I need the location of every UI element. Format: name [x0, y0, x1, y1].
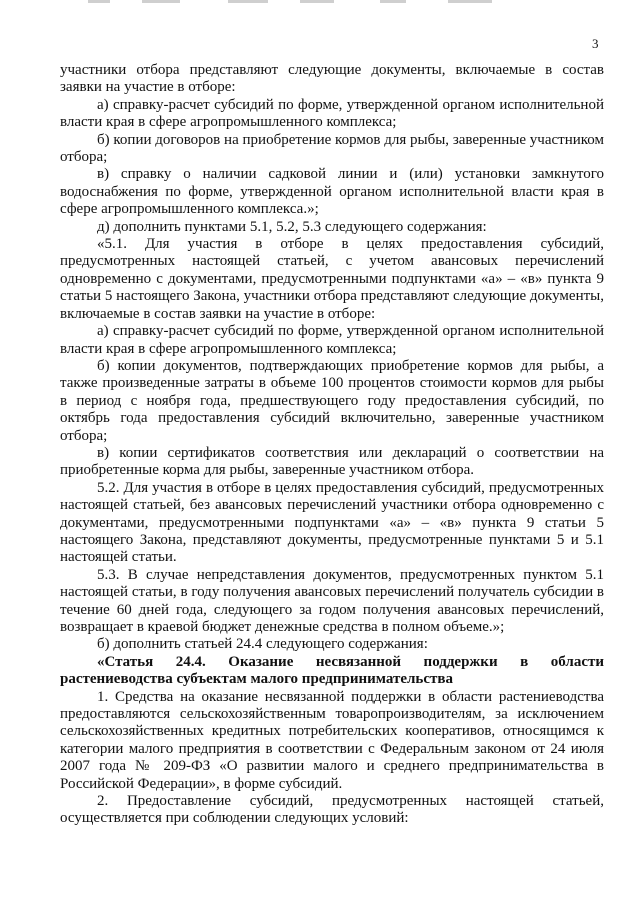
document-body — [60, 62, 604, 828]
paragraph: в) копии сертификатов соответствия или деклараций о соответствии на приобретенные корма для рыбы, заверенные участником отбора. — [60, 444, 604, 479]
paragraph: б) копии документов, подтверждающих приобретение кормов для рыбы, а также произведенные затраты в объеме 100 процентов стоимости кормов для рыбы в период с ноября года, предшествующего году предоставления субсидий, по октябрь года предоставления субсидий включительно, заверенные участником отбора; — [60, 357, 604, 444]
paragraph: д) дополнить пунктами 5.1, 5.2, 5.3 следующего содержания: — [97, 218, 487, 235]
paragraph: 5.3. В случае непредставления документов, предусмотренных пунктом 5.1 настоящей статьи, в году получения авансовых перечислений получатель субсидии в течение 60 дней года, следующего за годом получения авансовых перечислений, возвращает в краевой бюджет денежные средства в полном объеме.»; — [60, 566, 604, 635]
paragraph: а) справку-расчет субсидий по форме, утвержденной органом исполнительной власти края в сфере агропромышленного комплекса; — [60, 323, 604, 357]
paragraph: 2. Предоставление субсидий, предусмотренных настоящей статьей, осуществляется при соблюдении следующих условий: — [60, 793, 604, 827]
paragraph: б) копии договоров на приобретение кормов для рыбы, заверенные участником отбора; — [60, 131, 604, 166]
paragraph: 5.2. Для участия в отборе в целях предоставления субсидий, предусмотренных настоящей статьей, без авансовых перечислений участники отбора одновременно с документами, предусмотренными подпунктами «а» – «в» пункта 9 статьи 5 настоящего Закона, представляют документы, предусмотренные пунктами 5 и 5.1 настоящей статьи. — [60, 479, 604, 566]
paragraph: в) справку о наличии садковой линии и (или) установки замкнутого водоснабжения по форме, утвержденной органом исполнительной власти края в сфере агропромышленного комплекса.»; — [60, 166, 604, 218]
paragraph: 1. Средства на оказание несвязанной поддержки в области растениеводства предоставляются сельскохозяйственным товаропроизводителям, за исключением сельскохозяйственных кредитных потребительских кооперативов, относящимся к категории малого предприятия в соответствии с Федеральным законом от 24 июля 2007 года № 209-ФЗ «О развитии малого и среднего предпринимательства в Российской Федерации», в форме субсидий. — [60, 688, 604, 792]
article-heading: «Статья 24.4. Оказание несвязанной поддержки в области растениеводства субъектам малого предпринимательства — [60, 653, 604, 688]
page-number: 3 — [592, 36, 599, 51]
paragraph: участники отбора представляют следующие документы, включаемые в состав заявки на участие в отборе: — [60, 62, 604, 96]
paragraph: «5.1. Для участия в отборе в целях предоставления субсидий, предусмотренных настоящей статьей, с учетом авансовых перечислений одновременно с документами, предусмотренными подпунктами «а» – «в» пункта 9 статьи 5 настоящего Закона, участники отбора представляют следующие документы, включаемые в состав заявки на участие в отборе: — [60, 236, 604, 322]
scan-artifact — [0, 0, 635, 6]
paragraph: а) справку-расчет субсидий по форме, утвержденной органом исполнительной власти края в сфере агропромышленного комплекса; — [60, 96, 604, 131]
paragraph: б) дополнить статьей 24.4 следующего содержания: — [97, 636, 428, 653]
